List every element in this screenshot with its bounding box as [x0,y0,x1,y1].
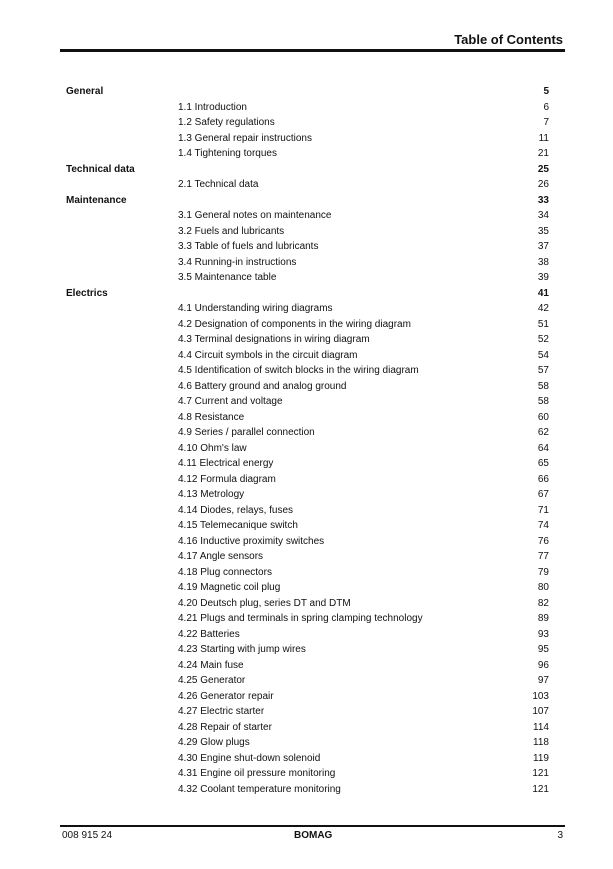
toc-entry-title: 2.1 Technical data [178,179,259,190]
page-number: 3 [557,830,563,841]
toc-entry-row[interactable] [66,704,549,720]
toc-entry-title: 4.2 Designation of components in the wiring diagram [178,318,411,330]
toc-entry-title: 4.29 Glow plugs [178,737,250,748]
toc-entry-title: 4.21 Plugs and terminals in spring clamping technology [178,613,423,624]
toc-entry-page: 97 [537,675,549,686]
toc-entry-row[interactable] [66,270,549,286]
toc-entry-title: 3.3 Table of fuels and lubricants [178,241,319,252]
footer-divider [60,825,565,827]
toc-entry-page: 107 [532,706,549,717]
toc-entry-page: 34 [537,210,549,221]
toc-entry-row[interactable] [66,673,549,689]
toc-entry-row[interactable] [66,565,549,581]
toc-entry-page: 35 [537,225,549,237]
toc-entry-page: 93 [537,628,549,640]
toc-entry-page: 37 [537,241,549,252]
toc-entry-row[interactable] [66,115,549,131]
toc-entry-row[interactable] [66,782,549,798]
toc-entry-title: 4.24 Main fuse [178,659,244,671]
toc-entry-page: 114 [533,721,549,733]
toc-entry-page: 7 [543,117,549,128]
document-number: 008 915 24 [62,830,113,841]
toc-entry-row[interactable] [66,100,549,116]
toc-entry-row[interactable] [66,534,549,550]
toc-entry-title: 4.4 Circuit symbols in the circuit diagram [178,349,358,361]
toc-section-page: 41 [537,287,549,299]
toc-entry-row[interactable] [66,255,549,271]
toc-entry-row[interactable] [66,518,549,534]
toc-entry-page: 54 [537,349,549,361]
toc-entry-page: 6 [543,101,549,113]
toc-entry-title: 4.1 Understanding wiring diagrams [178,303,333,314]
toc-entry-page: 74 [537,520,549,531]
toc-entry-title: 4.16 Inductive proximity switches [178,535,325,547]
toc-entry-row[interactable] [66,239,549,255]
toc-entry-title: 4.25 Generator [178,675,246,686]
toc-entry-row[interactable] [66,317,549,333]
toc-section-title: Maintenance [66,194,127,206]
toc-entry-title: 4.14 Diodes, relays, fuses [178,504,294,516]
toc-entry-page: 76 [537,535,549,547]
toc-entry-title: 4.9 Series / parallel connection [178,427,315,438]
toc-entry-row[interactable] [66,689,549,705]
toc-entry-page: 67 [537,489,549,500]
toc-entry-page: 42 [537,303,549,314]
toc-entry-row[interactable] [66,642,549,658]
toc-section-row[interactable] [66,286,549,302]
table-of-contents [66,84,549,797]
toc-entry-row[interactable] [66,410,549,426]
toc-entry-row[interactable] [66,131,549,147]
toc-entry-title: 4.11 Electrical energy [178,458,274,469]
toc-entry-row[interactable] [66,301,549,317]
toc-entry-row[interactable] [66,549,549,565]
toc-section-row[interactable] [66,84,549,100]
toc-entry-row[interactable] [66,332,549,348]
toc-entry-page: 71 [537,504,549,516]
toc-entry-title: 1.3 General repair instructions [178,132,312,144]
toc-entry-page: 39 [537,272,549,283]
toc-entry-page: 82 [537,597,549,609]
toc-entry-title: 4.15 Telemecanique switch [178,520,298,531]
toc-entry-row[interactable] [66,720,549,736]
toc-entry-title: 3.5 Maintenance table [178,272,277,283]
toc-entry-page: 103 [532,690,549,702]
toc-entry-page: 66 [537,473,549,485]
toc-entry-title: 4.6 Battery ground and analog ground [178,380,347,392]
toc-entry-row[interactable] [66,487,549,503]
toc-entry-row[interactable] [66,146,549,162]
header-divider [60,49,565,52]
toc-entry-row[interactable] [66,224,549,240]
toc-entry-title: 3.1 General notes on maintenance [178,210,332,221]
toc-entry-title: 1.2 Safety regulations [178,117,275,128]
page-title: Table of Contents [454,32,563,47]
toc-entry-row[interactable] [66,379,549,395]
toc-entry-row[interactable] [66,208,549,224]
toc-entry-row[interactable] [66,580,549,596]
toc-entry-row[interactable] [66,363,549,379]
toc-entry-row[interactable] [66,751,549,767]
toc-entry-page: 58 [537,380,549,392]
toc-entry-title: 4.12 Formula diagram [178,473,276,485]
toc-entry-page: 51 [537,318,549,330]
toc-entry-page: 89 [537,613,549,624]
toc-entry-title: 4.23 Starting with jump wires [178,644,306,655]
toc-entry-page: 38 [537,256,549,268]
toc-section-page: 33 [537,194,549,206]
toc-entry-row[interactable] [66,472,549,488]
toc-section-page: 25 [537,163,549,175]
toc-entry-row[interactable] [66,394,549,410]
toc-entry-page: 58 [537,396,549,407]
toc-entry-title: 4.8 Resistance [178,411,245,423]
toc-section-row[interactable] [66,162,549,178]
toc-entry-page: 121 [532,768,549,779]
toc-entry-page: 52 [537,334,549,345]
toc-entry-title: 4.17 Angle sensors [178,551,264,562]
toc-entry-page: 79 [537,566,549,578]
toc-entry-title: 4.27 Electric starter [178,706,265,717]
toc-section-title: General [66,86,104,97]
toc-entry-title: 4.32 Coolant temperature monitoring [178,783,341,795]
toc-entry-page: 11 [538,132,549,144]
toc-entry-title: 4.10 Ohm's law [178,442,247,454]
toc-entry-row[interactable] [66,596,549,612]
toc-entry-row[interactable] [66,456,549,472]
toc-entry-title: 4.19 Magnetic coil plug [178,582,281,593]
toc-entry-title: 4.20 Deutsch plug, series DT and DTM [178,597,351,609]
toc-entry-row[interactable] [66,441,549,457]
toc-section-row[interactable] [66,193,549,209]
toc-entry-row[interactable] [66,425,549,441]
toc-entry-title: 4.26 Generator repair [178,690,274,702]
toc-entry-title: 4.13 Metrology [178,489,245,500]
toc-entry-title: 4.30 Engine shut-down solenoid [178,752,321,764]
toc-entry-title: 4.5 Identification of switch blocks in the wiring diagram [178,365,419,376]
toc-entry-title: 3.2 Fuels and lubricants [178,225,285,237]
toc-entry-page: 119 [533,752,549,764]
toc-entry-page: 96 [537,659,549,671]
toc-section-page: 5 [543,86,549,97]
toc-entry-title: 4.28 Repair of starter [178,721,272,733]
toc-entry-title: 3.4 Running-in instructions [178,256,297,268]
toc-entry-page: 62 [537,427,549,438]
toc-entry-title: 4.7 Current and voltage [178,396,283,407]
toc-entry-row[interactable] [66,658,549,674]
toc-entry-page: 21 [537,148,549,159]
toc-entry-page: 65 [537,458,549,469]
toc-entry-page: 121 [532,783,549,795]
toc-entry-page: 57 [537,365,549,376]
toc-entry-row[interactable] [66,627,549,643]
toc-entry-page: 118 [533,737,549,748]
toc-section-title: Technical data [66,163,135,175]
toc-section-title: Electrics [66,287,108,299]
toc-entry-row[interactable] [66,348,549,364]
toc-entry-row[interactable] [66,177,549,193]
toc-entry-page: 77 [537,551,549,562]
toc-entry-title: 4.18 Plug connectors [178,566,272,578]
toc-entry-page: 26 [537,179,549,190]
toc-entry-page: 95 [537,644,549,655]
toc-entry-page: 60 [537,411,549,423]
toc-entry-row[interactable] [66,735,549,751]
toc-entry-row[interactable] [66,766,549,782]
toc-entry-page: 80 [537,582,549,593]
toc-entry-page: 64 [537,442,549,454]
toc-entry-title: 4.3 Terminal designations in wiring diagram [178,334,370,345]
toc-entry-title: 4.31 Engine oil pressure monitoring [178,768,336,779]
toc-entry-title: 1.4 Tightening torques [178,148,277,159]
toc-entry-row[interactable] [66,503,549,519]
toc-entry-title: 4.22 Batteries [178,628,240,640]
brand-name: BOMAG [294,830,333,841]
toc-entry-row[interactable] [66,611,549,627]
toc-entry-title: 1.1 Introduction [178,101,247,113]
